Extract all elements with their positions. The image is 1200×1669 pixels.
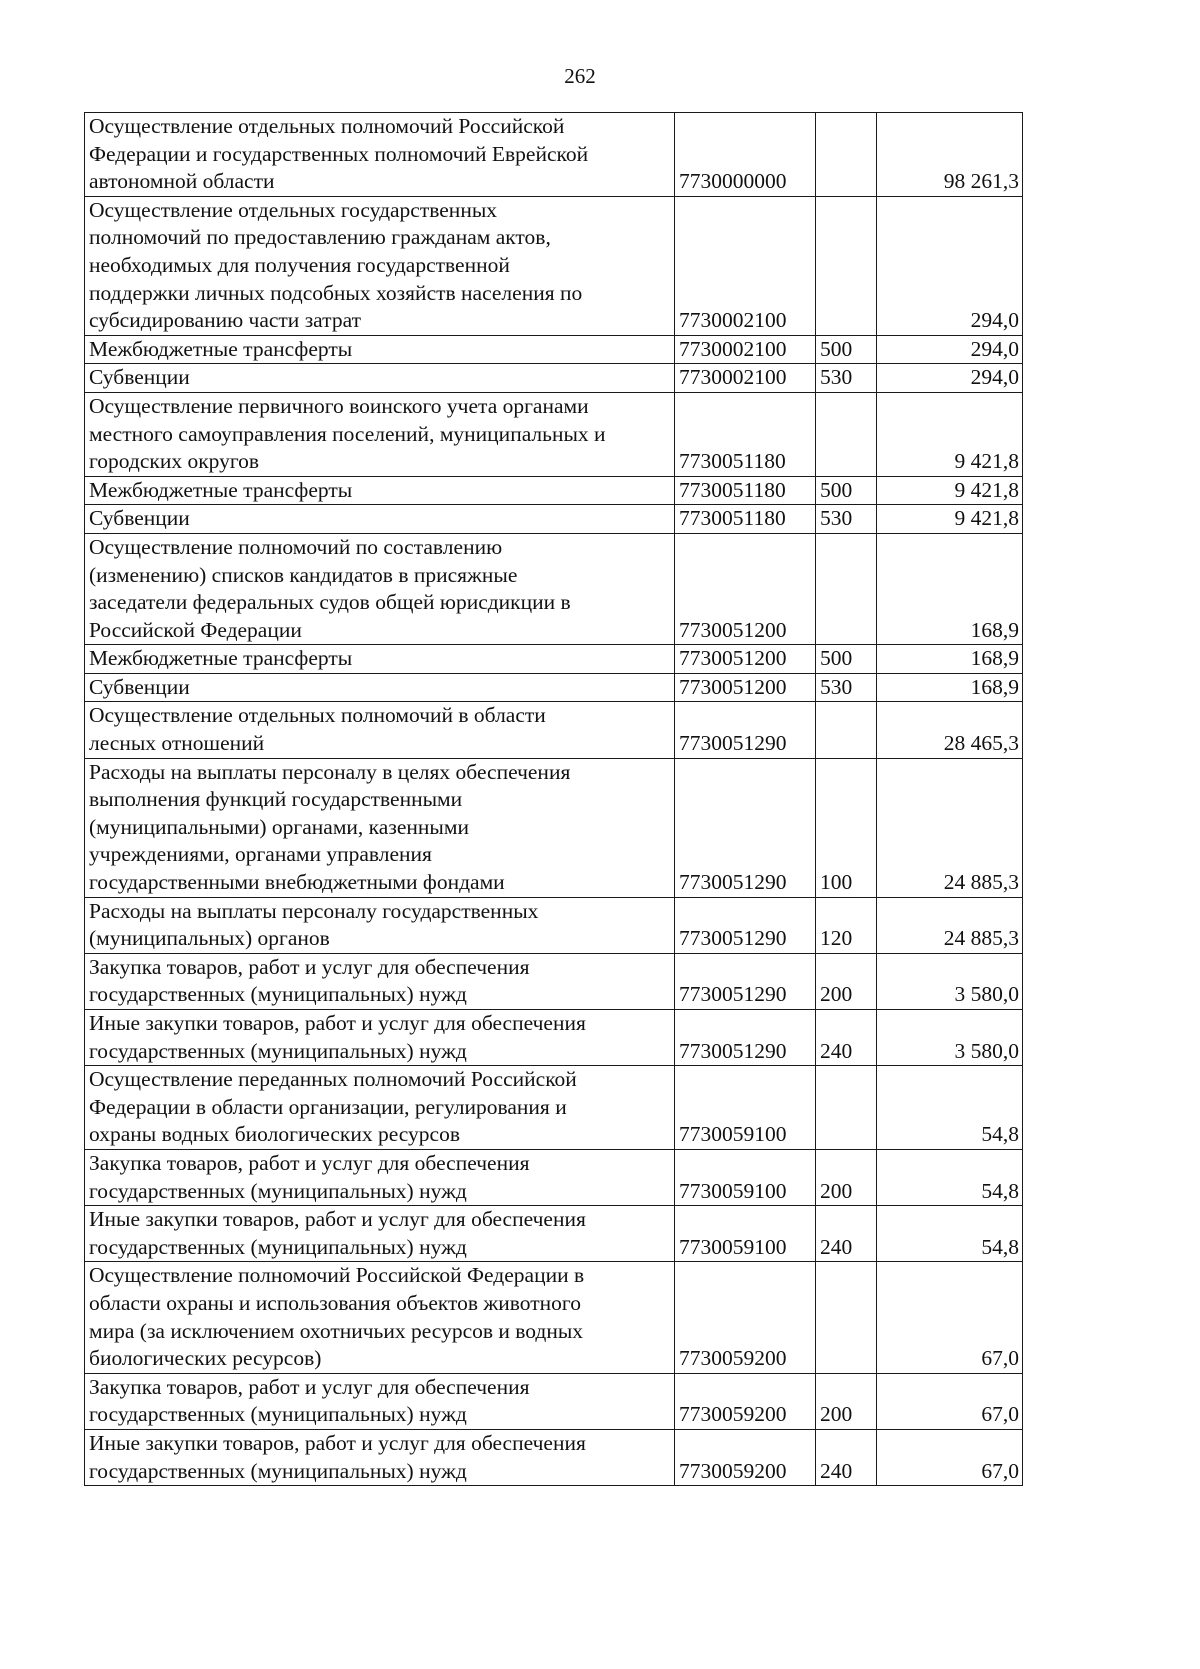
table-row (85, 897, 1023, 953)
table-row (85, 1429, 1023, 1485)
row-sum-cell: 54,8 (877, 1066, 1023, 1150)
row-expense-type-cell: 530 (816, 673, 877, 702)
table-row (85, 953, 1023, 1009)
row-expense-type-cell (816, 196, 877, 335)
row-sum-cell: 168,9 (877, 533, 1023, 644)
row-code-cell: 7730051180 (675, 505, 816, 534)
row-sum-cell: 3 580,0 (877, 953, 1023, 1009)
row-name-cell: Осуществление отдельных полномочий в области лесных отношений (85, 702, 675, 758)
row-name-cell: Осуществление первичного воинского учета органами местного самоуправления поселений, муниципальных и городских округов (85, 392, 675, 476)
row-name-cell: Иные закупки товаров, работ и услуг для обеспечения государственных (муниципальных) нужд (85, 1010, 675, 1066)
page-number: 262 (564, 64, 596, 88)
table-row (85, 1010, 1023, 1066)
row-expense-type-cell (816, 1066, 877, 1150)
row-code-cell: 7730051200 (675, 673, 816, 702)
row-code-cell: 7730051200 (675, 533, 816, 644)
table-row (85, 673, 1023, 702)
row-name-cell: Субвенции (85, 505, 675, 534)
row-code-cell: 7730051290 (675, 758, 816, 897)
row-expense-type-cell: 200 (816, 1373, 877, 1429)
row-name-cell: Субвенции (85, 364, 675, 393)
table-row (85, 1262, 1023, 1373)
row-code-cell: 7730002100 (675, 335, 816, 364)
row-expense-type-cell (816, 392, 877, 476)
row-expense-type-cell: 500 (816, 476, 877, 505)
row-sum-cell: 98 261,3 (877, 113, 1023, 197)
row-code-cell: 7730059200 (675, 1373, 816, 1429)
row-name-cell: Осуществление полномочий Российской Федерации в области охраны и использования объектов животного мира (за исключением охотничьих ресурсов и водных биологических ресурсов) (85, 1262, 675, 1373)
row-name-cell: Расходы на выплаты персоналу в целях обеспечения выполнения функций государственными (муниципальными) органами, казенными учреждениями, органами управления государственными внебюджетными фондами (85, 758, 675, 897)
row-name-cell: Закупка товаров, работ и услуг для обеспечения государственных (муниципальных) нужд (85, 1373, 675, 1429)
row-sum-cell: 3 580,0 (877, 1010, 1023, 1066)
table-row (85, 533, 1023, 644)
table-row (85, 196, 1023, 335)
row-sum-cell: 294,0 (877, 364, 1023, 393)
table-row (85, 335, 1023, 364)
row-sum-cell: 168,9 (877, 673, 1023, 702)
row-name-cell: Иные закупки товаров, работ и услуг для обеспечения государственных (муниципальных) нужд (85, 1206, 675, 1262)
row-name-cell: Межбюджетные трансферты (85, 645, 675, 674)
row-code-cell: 7730051290 (675, 953, 816, 1009)
row-sum-cell: 24 885,3 (877, 758, 1023, 897)
row-expense-type-cell: 240 (816, 1206, 877, 1262)
row-sum-cell: 28 465,3 (877, 702, 1023, 758)
row-code-cell: 7730059100 (675, 1066, 816, 1150)
row-expense-type-cell: 100 (816, 758, 877, 897)
row-name-cell: Осуществление отдельных государственных полномочий по предоставлению гражданам актов, необходимых для получения государственной поддержки личных подсобных хозяйств населения по субсидированию части затрат (85, 196, 675, 335)
row-sum-cell: 54,8 (877, 1149, 1023, 1205)
table-row (85, 645, 1023, 674)
row-name-cell: Закупка товаров, работ и услуг для обеспечения государственных (муниципальных) нужд (85, 953, 675, 1009)
row-code-cell: 7730059100 (675, 1206, 816, 1262)
table-row (85, 505, 1023, 534)
row-name-cell: Межбюджетные трансферты (85, 335, 675, 364)
row-code-cell: 7730002100 (675, 196, 816, 335)
row-expense-type-cell: 200 (816, 953, 877, 1009)
row-code-cell: 7730000000 (675, 113, 816, 197)
table-row (85, 1149, 1023, 1205)
table-row (85, 1206, 1023, 1262)
row-expense-type-cell: 530 (816, 364, 877, 393)
budget-table (84, 112, 1023, 1486)
row-name-cell: Осуществление переданных полномочий Российской Федерации в области организации, регулирования и охраны водных биологических ресурсов (85, 1066, 675, 1150)
row-name-cell: Субвенции (85, 673, 675, 702)
row-code-cell: 7730051200 (675, 645, 816, 674)
row-name-cell: Межбюджетные трансферты (85, 476, 675, 505)
row-name-cell: Осуществление отдельных полномочий Российской Федерации и государственных полномочий Еврейской автономной области (85, 113, 675, 197)
row-code-cell: 7730059200 (675, 1262, 816, 1373)
budget-table-body (85, 113, 1023, 1486)
table-row (85, 1066, 1023, 1150)
row-expense-type-cell: 120 (816, 897, 877, 953)
row-sum-cell: 24 885,3 (877, 897, 1023, 953)
row-code-cell: 7730051180 (675, 476, 816, 505)
table-row (85, 364, 1023, 393)
row-expense-type-cell: 500 (816, 335, 877, 364)
row-code-cell: 7730051290 (675, 1010, 816, 1066)
row-expense-type-cell: 240 (816, 1010, 877, 1066)
row-expense-type-cell (816, 533, 877, 644)
row-code-cell: 7730059200 (675, 1429, 816, 1485)
row-sum-cell: 9 421,8 (877, 476, 1023, 505)
row-code-cell: 7730002100 (675, 364, 816, 393)
row-expense-type-cell: 200 (816, 1149, 877, 1205)
row-sum-cell: 54,8 (877, 1206, 1023, 1262)
row-code-cell: 7730051290 (675, 702, 816, 758)
table-row (85, 1373, 1023, 1429)
row-name-cell: Иные закупки товаров, работ и услуг для обеспечения государственных (муниципальных) нужд (85, 1429, 675, 1485)
row-expense-type-cell: 530 (816, 505, 877, 534)
table-row (85, 476, 1023, 505)
row-code-cell: 7730059100 (675, 1149, 816, 1205)
row-sum-cell: 67,0 (877, 1373, 1023, 1429)
row-expense-type-cell (816, 702, 877, 758)
row-name-cell: Расходы на выплаты персоналу государственных (муниципальных) органов (85, 897, 675, 953)
row-sum-cell: 9 421,8 (877, 392, 1023, 476)
row-sum-cell: 294,0 (877, 335, 1023, 364)
table-row (85, 758, 1023, 897)
row-name-cell: Закупка товаров, работ и услуг для обеспечения государственных (муниципальных) нужд (85, 1149, 675, 1205)
table-row (85, 392, 1023, 476)
row-expense-type-cell: 240 (816, 1429, 877, 1485)
row-sum-cell: 9 421,8 (877, 505, 1023, 534)
row-sum-cell: 168,9 (877, 645, 1023, 674)
row-name-cell: Осуществление полномочий по составлению (изменению) списков кандидатов в присяжные заседатели федеральных судов общей юрисдикции в Российской Федерации (85, 533, 675, 644)
row-expense-type-cell: 500 (816, 645, 877, 674)
row-sum-cell: 67,0 (877, 1262, 1023, 1373)
row-sum-cell: 294,0 (877, 196, 1023, 335)
table-row (85, 702, 1023, 758)
row-sum-cell: 67,0 (877, 1429, 1023, 1485)
row-code-cell: 7730051290 (675, 897, 816, 953)
row-expense-type-cell (816, 113, 877, 197)
table-row (85, 113, 1023, 197)
row-expense-type-cell (816, 1262, 877, 1373)
row-code-cell: 7730051180 (675, 392, 816, 476)
